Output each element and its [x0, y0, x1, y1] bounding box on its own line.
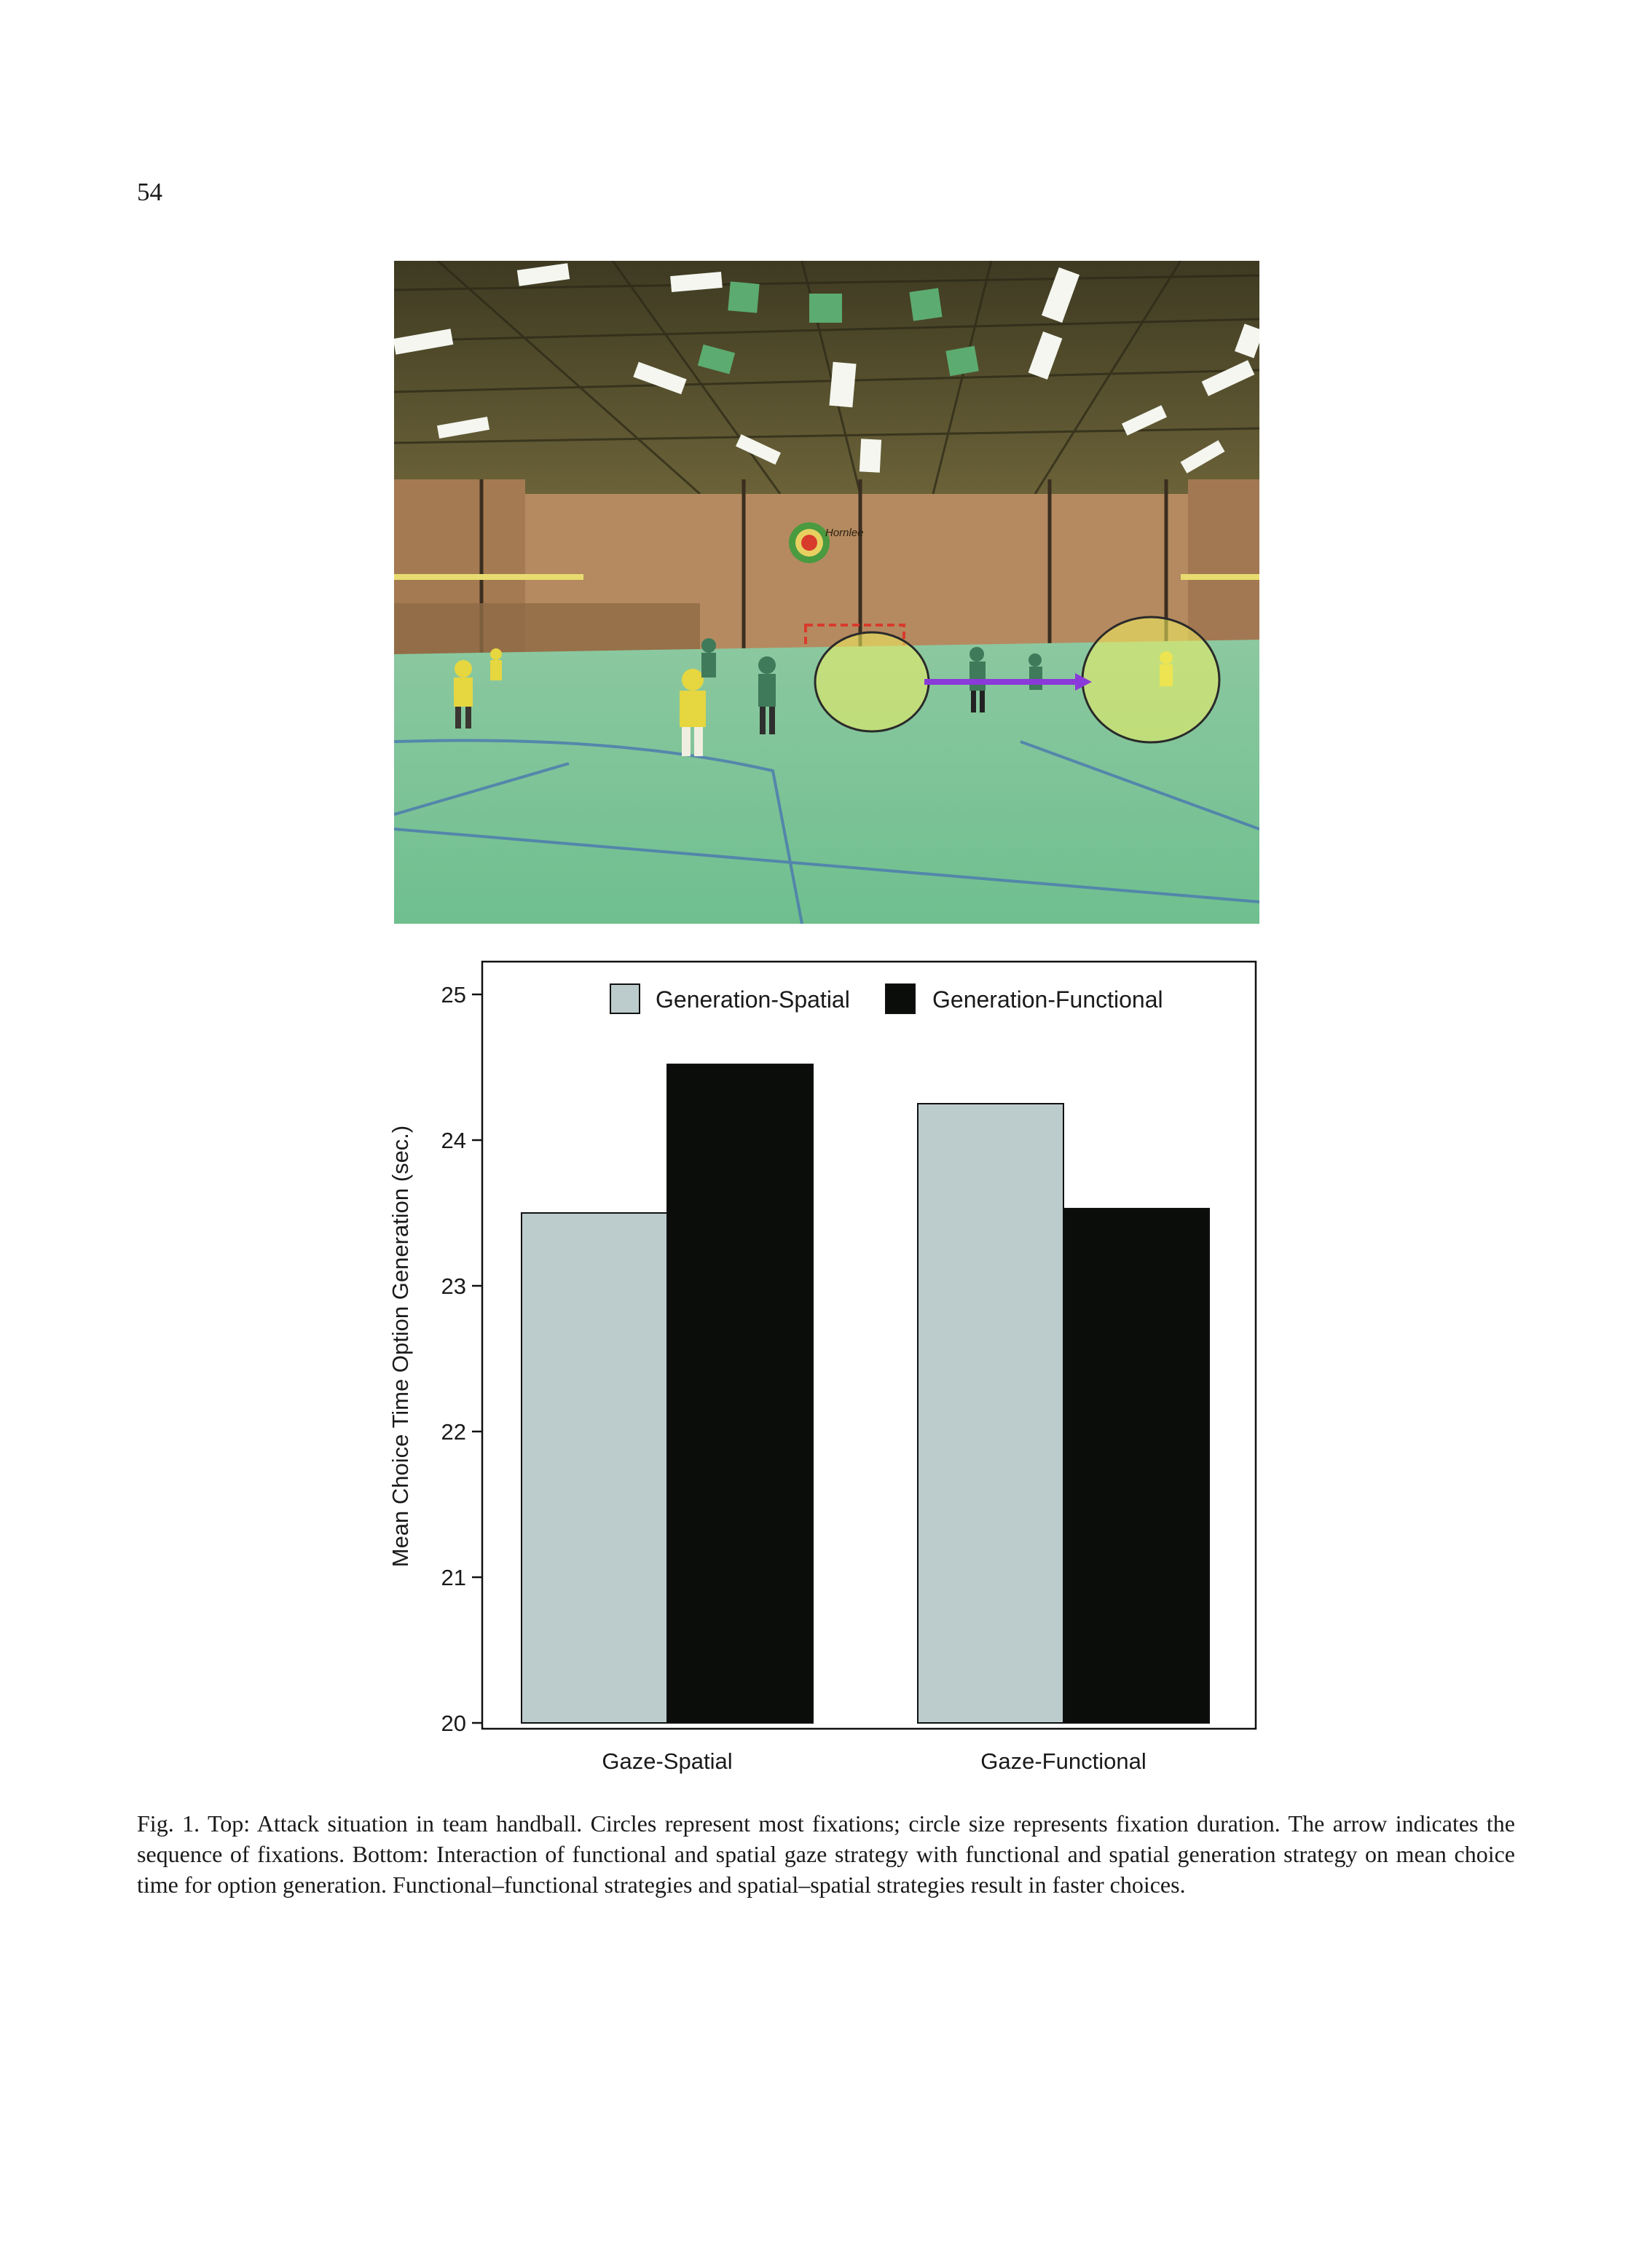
y-axis [441, 982, 482, 1736]
bar-gaze-functional-generation-spatial [918, 1104, 1063, 1723]
bar-gaze-functional-generation-functional [1063, 1209, 1209, 1723]
page-number: 54 [137, 178, 162, 206]
y-tick-label-23: 23 [441, 1273, 466, 1299]
y-tick-label-20: 20 [441, 1711, 466, 1736]
x-tick-label-gaze-spatial: Gaze-Spatial [602, 1748, 733, 1774]
y-tick-label-24: 24 [441, 1128, 466, 1153]
bars [522, 1064, 1209, 1723]
wall-sign: Hornlee [825, 527, 864, 539]
y-tick-label-21: 21 [441, 1565, 466, 1590]
y-tick-label-25: 25 [441, 982, 466, 1008]
bar-chart [379, 947, 1282, 1785]
bar-gaze-spatial-generation-functional [667, 1064, 813, 1723]
bar-gaze-spatial-generation-spatial [522, 1213, 667, 1723]
y-tick-label-22: 22 [441, 1419, 466, 1445]
legend-label-generation-spatial: Generation-Spatial [656, 986, 850, 1013]
figure-caption: Fig. 1. Top: Attack situation in team handball. Circles represent most fixations; circle size represents fixation duration. The arrow indicates the sequence of fixations. Bottom: Interaction of functional and spatial gaze strategy with functional and spatial generation strategy on mean choice time for option generation. Functional–functional strategies and spatial–spatial strategies result in faster choices. [137, 1810, 1515, 1898]
handball-photo [394, 261, 1259, 924]
x-axis-labels [602, 1748, 1146, 1774]
legend [610, 984, 1163, 1013]
legend-label-generation-functional: Generation-Functional [932, 986, 1163, 1013]
x-tick-label-gaze-functional: Gaze-Functional [980, 1748, 1146, 1774]
y-axis-label: Mean Choice Time Option Generation (sec.) [388, 1125, 413, 1568]
legend-swatch-generation-spatial [610, 984, 640, 1013]
legend-swatch-generation-functional [886, 984, 915, 1013]
